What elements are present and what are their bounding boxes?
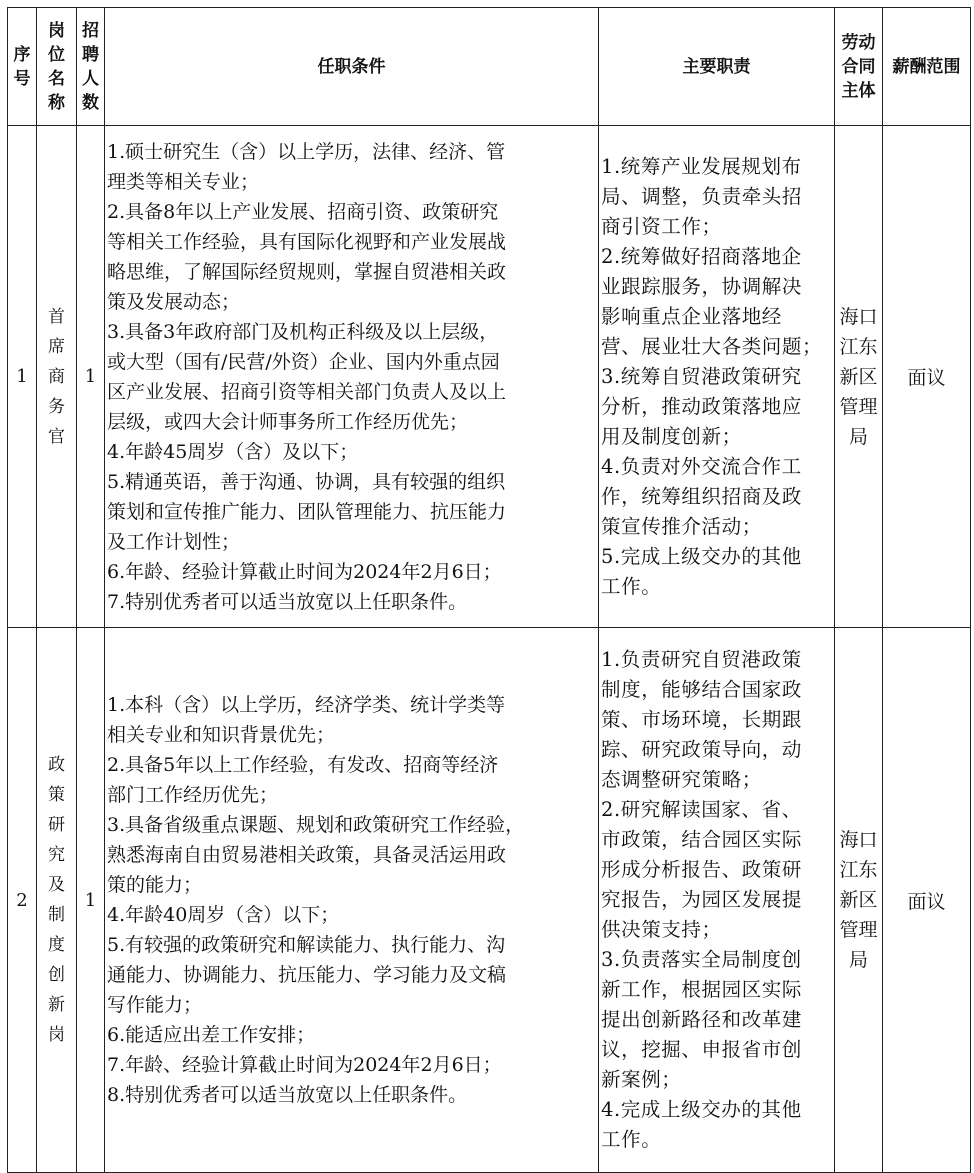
header-requirements: 任职条件	[105, 8, 599, 126]
row-count: 1	[77, 126, 105, 628]
row-count: 1	[77, 628, 105, 1173]
header-count: 招聘人数	[77, 8, 105, 126]
row-position: 政策研究及制度创新岗	[37, 628, 77, 1173]
row-salary: 面议	[883, 628, 971, 1173]
header-salary: 薪酬范围	[883, 8, 971, 126]
row-seq: 2	[8, 628, 37, 1173]
row-seq: 1	[8, 126, 37, 628]
header-contract-entity: 劳动合同主体	[835, 8, 883, 126]
table-row	[8, 126, 971, 628]
header-duties: 主要职责	[599, 8, 835, 126]
row-duties: 1.统筹产业发展规划布 局、调整，负责牵头招 商引资工作； 2.统筹做好招商落地企 业跟踪服务，协调解决 影响重点企业落地经 营、展业壮大各类问题； 3.统筹自贸港政策研究 分析，推动政策落地应 用及制度创新； 4.负责对外交流合作工 作，统筹组织招商及政 策宣传推介活动； 5.完成上级交办的其他 工作。	[599, 126, 835, 628]
row-contract-entity: 海口 江东 新区 管理 局	[835, 628, 883, 1173]
header-position: 岗位名称	[37, 8, 77, 126]
row-requirements: 1.本科（含）以上学历，经济学类、统计学类等 相关专业和知识背景优先； 2.具备5年以上工作经验，有发改、招商等经济 部门工作经历优先； 3.具备省级重点课题、规划和政策研究工作经验， 熟悉海南自由贸易港相关政策，具备灵活运用政 策的能力； 4.年龄40周岁（含）以下； 5.有较强的政策研究和解读能力、执行能力、沟 通能力、协调能力、抗压能力、学习能力及文稿 写作能力； 6.能适应出差工作安排； 7.年龄、经验计算截止时间为2024年2月6日； 8.特别优秀者可以适当放宽以上任职条件。	[105, 628, 599, 1173]
table-row	[8, 628, 971, 1173]
header-row	[8, 8, 971, 126]
row-contract-entity: 海口 江东 新区 管理 局	[835, 126, 883, 628]
recruitment-table	[7, 7, 971, 1173]
row-position: 首席商务官	[37, 126, 77, 628]
header-seq: 序号	[8, 8, 37, 126]
row-salary: 面议	[883, 126, 971, 628]
row-requirements: 1.硕士研究生（含）以上学历，法律、经济、管 理类等相关专业； 2.具备8年以上产业发展、招商引资、政策研究 等相关工作经验，具有国际化视野和产业发展战 略思维，了解国际经贸规则，掌握自贸港相关政 策及发展动态； 3.具备3年政府部门及机构正科级及以上层级， 或大型（国有/民营/外资）企业、国内外重点园 区产业发展、招商引资等相关部门负责人及以上 层级，或四大会计师事务所工作经历优先； 4.年龄45周岁（含）及以下； 5.精通英语，善于沟通、协调，具有较强的组织 策划和宣传推广能力、团队管理能力、抗压能力 及工作计划性； 6.年龄、经验计算截止时间为2024年2月6日； 7.特别优秀者可以适当放宽以上任职条件。	[105, 126, 599, 628]
row-duties: 1.负责研究自贸港政策 制度，能够结合国家政 策、市场环境，长期跟 踪、研究政策导向，动 态调整研究策略； 2.研究解读国家、省、 市政策，结合园区实际 形成分析报告、政策研 究报告，为园区发展提 供决策支持； 3.负责落实全局制度创 新工作，根据园区实际 提出创新路径和改革建 议，挖掘、申报省市创 新案例； 4.完成上级交办的其他 工作。	[599, 628, 835, 1173]
